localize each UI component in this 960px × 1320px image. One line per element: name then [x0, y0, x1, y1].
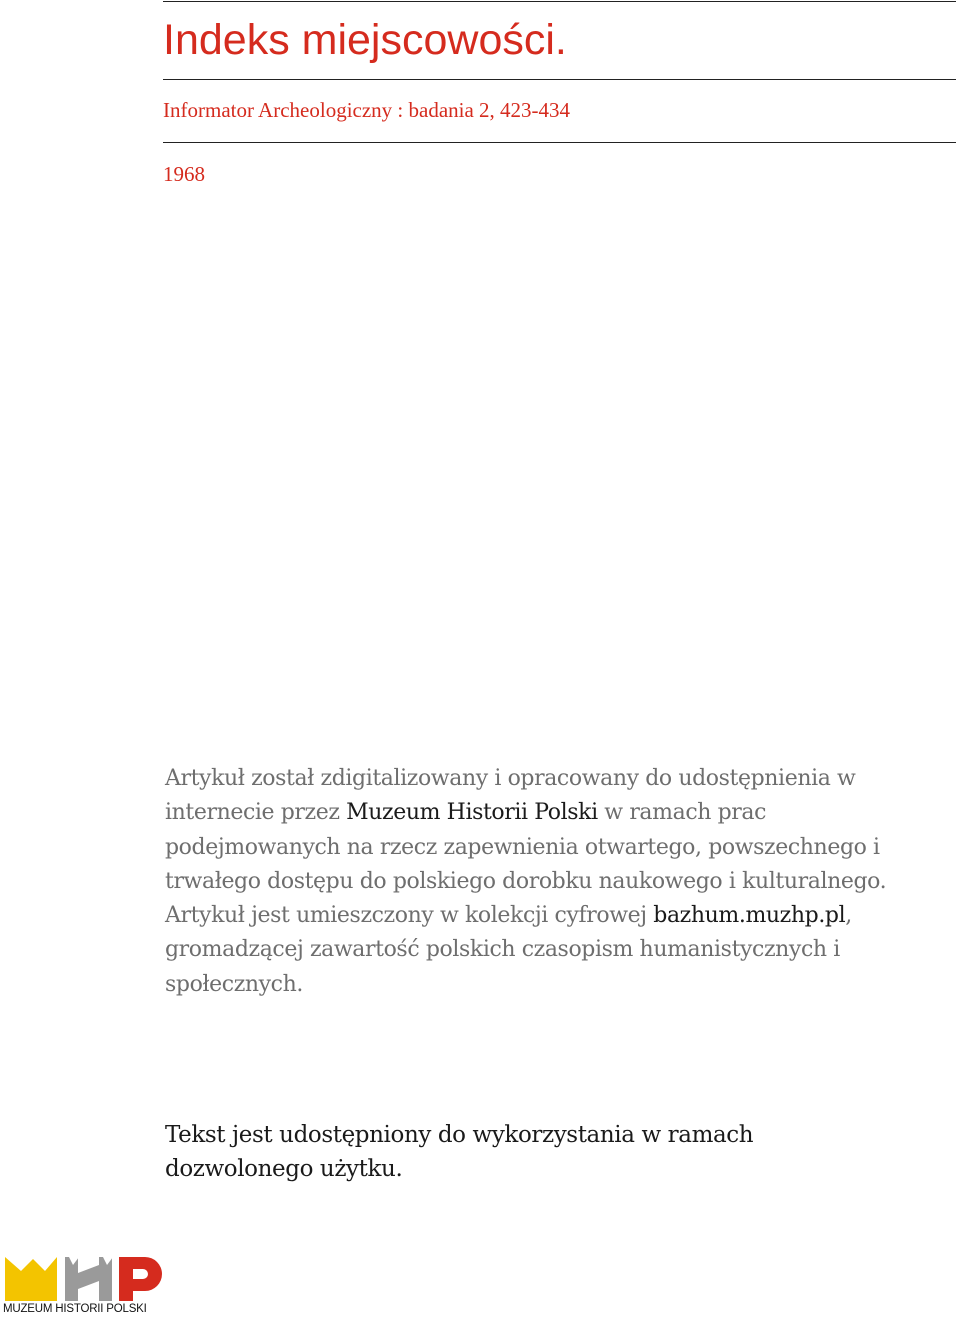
source-citation: Informator Archeologiczny : badania 2, 423-434 [163, 98, 571, 122]
logo-m-mark [5, 1257, 57, 1301]
notice-text-2: w ramach prac podejmowanych na rzecz zapewnienia otwartego, powszechnego i trwałego dostępu do polskiego dorobku naukowego i kulturalnego. Artykuł jest umieszczony w kolekcji cyfrowej [165, 800, 887, 929]
digitization-notice [165, 762, 925, 1002]
license-statement: Tekst jest udostępniony do wykorzystania w ramach dozwolonego użytku. [165, 1122, 754, 1182]
publication-year: 1968 [163, 162, 205, 186]
logo-caption: MUZEUM HISTORII POLSKI [3, 1303, 147, 1315]
logo-h-mark [65, 1257, 113, 1301]
logo-p-mark [119, 1257, 162, 1301]
museum-name: Muzeum Historii Polski [346, 800, 598, 826]
citation-divider [163, 142, 956, 143]
notice-text-3: , gromadzącej zawartość polskich czasopism humanistycznych i społecznych. [165, 903, 852, 997]
document-title: Indeks miejscowości. [163, 16, 567, 64]
top-rule [163, 1, 956, 2]
bazhum-link[interactable]: bazhum.muzhp.pl [653, 903, 846, 929]
notice-text-1: Artykuł został zdigitalizowany i opracowany do udostępnienia w internecie przez [165, 766, 856, 826]
title-divider [163, 79, 956, 80]
